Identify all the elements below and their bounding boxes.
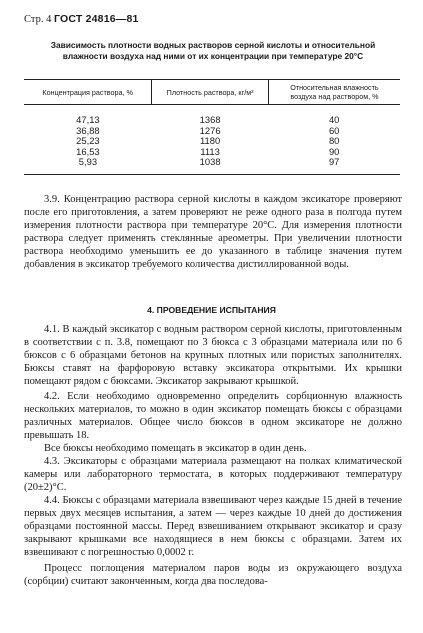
paragraph-4-2: 4.2. Если необходимо одновременно определить сорбционную влажность нескольких материалов, то можно в один эксикатор помещать бюксы с образцами различных материалов. Общее число бюксов в одном эксикаторе не должно превышать 18. xyxy=(24,391,402,441)
table-caption: Зависимость плотности водных растворов серной кислоты и относительной влажности воздуха над ними от их концентрации при температуре 20°С xyxy=(50,40,376,61)
paragraph-3-9-block xyxy=(24,193,402,271)
cell-density: 1368 xyxy=(199,114,221,125)
column-header-concentration: Концентрация раствора, % xyxy=(24,80,152,105)
cell-density: 1180 xyxy=(200,135,221,147)
cell-density: 1276 xyxy=(199,124,221,136)
table-row xyxy=(24,157,400,174)
cell-humidity: 60 xyxy=(328,124,340,136)
paragraph-4-1: 4.1. В каждый эксикатор с водным раствором серной кислоты, приготовленным в соответствии с п. 3.8, помещают по 3 бюкса с 3 образцами материала или по 6 бюксов с 6 образцами бетонов на крупных плотных или пористых заполнителях. Бюксы ставят на фарфоровую вставку эксикатора открытыми. Их крышки помещают рядом с бюксами. Эксикатор закрывают крышкой. xyxy=(24,324,402,387)
paragraph-sorption: Процесс поглощения материалом паров воды из окружающего воздуха (сорбции) считают законченным, когда два последова- xyxy=(24,563,402,587)
cell-humidity: 40 xyxy=(328,114,340,125)
standard-number: ГОСТ 24816—81 xyxy=(53,13,139,25)
cell-concentration: 5,93 xyxy=(24,157,152,174)
page-number: Стр. 4 xyxy=(24,14,52,25)
column-header-density: Плотность раствора, кг/м³ xyxy=(152,80,269,105)
paragraph-4-3: 4.3. Эксикаторы с образцами материала размещают на полках климатической камеры или лабораторного термостата, в которых поддерживают температуру (20±2)°С. xyxy=(24,456,402,493)
section-title: 4. ПРОВЕДЕНИЕ ИСПЫТАНИЯ xyxy=(147,305,276,315)
cell-concentration: 16,53 xyxy=(76,145,100,157)
cell-density: 1038 xyxy=(152,157,269,174)
paragraph-3-9: 3.9. Концентрацию раствора серной кислоты в каждом эксикаторе проверяют после его приготовления, а затем проверяют не реже одного раза в полгода путем измерения плотности раствора при температуре 20°С. Для измерения плотности раствора следует применять стеклянные ареометры. При увеличении плотности раствора необходимо уменьшить ее до указанного в таблице значения путем добавления в эксикатор требуемого количества дистиллированной воды. xyxy=(24,194,402,270)
paragraph-4-2-note: Все бюксы необходимо помещать в эксикатор в один день. xyxy=(44,443,307,454)
paragraph-4-4: 4.4. Бюксы с образцами материала взвешивают через каждые 15 дней в течение первых двух месяцев испытания, а затем — через каждые 10 дней до достижения образцами постоянной массы. Перед взвешиванием открывают эксикатор и сразу закрывают крышками все находящиеся в нем бюксы с образцами. Затем их взвешивают с погрешностью 0,0002 г. xyxy=(24,495,402,558)
cell-humidity: 90 xyxy=(328,145,340,157)
data-table xyxy=(24,79,400,175)
section-4-body xyxy=(24,323,402,588)
cell-humidity: 97 xyxy=(268,157,400,174)
column-header-humidity: Относительная влажность воздуха над раствором, % xyxy=(268,80,400,105)
cell-humidity: 80 xyxy=(328,135,340,147)
cell-concentration: 25,23 xyxy=(76,135,100,147)
table-row xyxy=(24,105,400,126)
cell-density: 1113 xyxy=(200,145,220,157)
page-header xyxy=(24,13,139,25)
cell-concentration: 36,88 xyxy=(76,124,100,136)
cell-concentration: 47,13 xyxy=(76,114,100,125)
table-header-row xyxy=(24,80,400,105)
